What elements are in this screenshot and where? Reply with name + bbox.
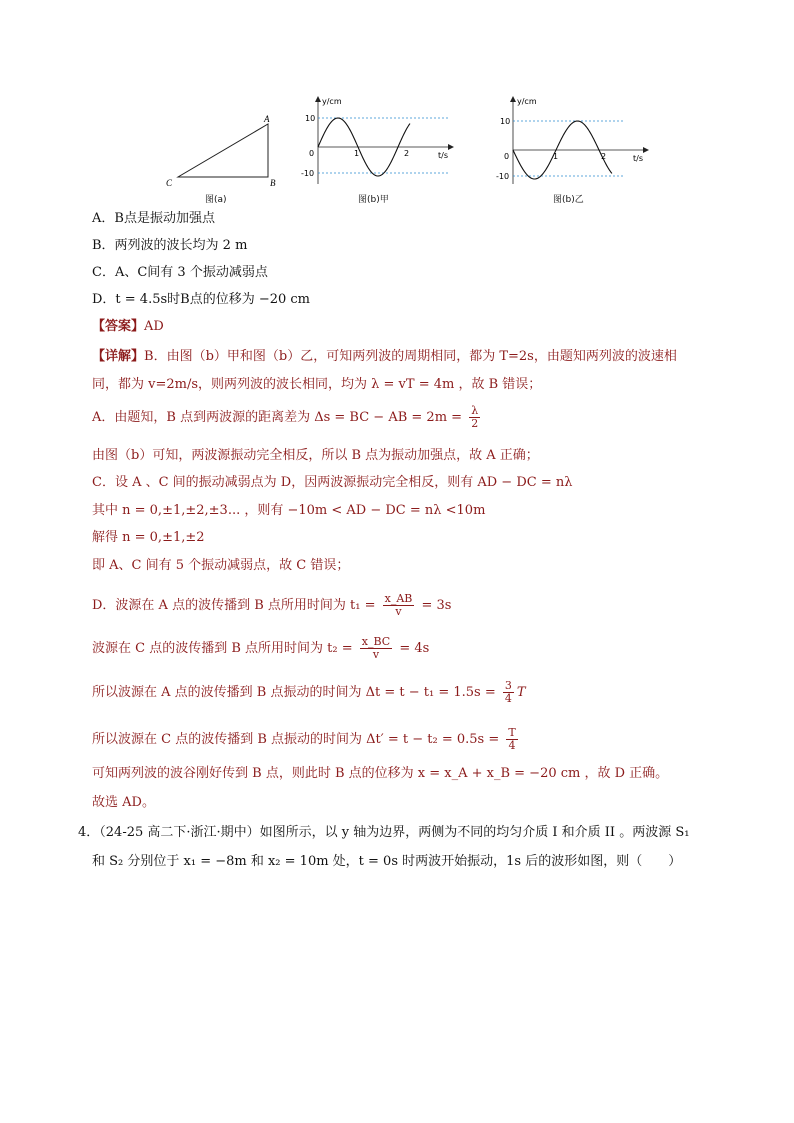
option-c[interactable]: C．A、C间有 3 个振动减弱点 [92, 265, 268, 280]
analysis-line-1 [92, 348, 677, 366]
figure-b-yi [493, 92, 653, 192]
x-tick-2: 2 [404, 149, 410, 158]
x-axis-label: t/s [633, 154, 643, 163]
x-tick-0: 0 [309, 149, 315, 158]
x-axis-label: t/s [438, 151, 448, 160]
x-tick-1: 1 [553, 152, 559, 161]
answer-label: 【答案】 [92, 319, 145, 334]
wave-chart-jia [298, 92, 458, 192]
analysis-line-3 [92, 405, 483, 430]
fraction-numerator: 3 [504, 679, 512, 692]
answer-value: AD [144, 319, 164, 334]
fraction-xab-over-v [383, 593, 415, 618]
fraction-denominator: v [395, 605, 402, 618]
wave-chart-yi [493, 92, 653, 192]
analysis-line-6: 其中 n = 0,±1,±2,±3... ，则有 −10m < AD − DC = nλ <10m [92, 503, 486, 518]
analysis-line-5: C．设 A 、C 间的振动减弱点为 D，因两波源振动完全相反，则有 AD − DC = nλ [92, 475, 573, 490]
fraction-lambda-over-2 [469, 405, 480, 430]
analysis-label: 【详解】 [92, 349, 145, 364]
fraction-numerator: λ [469, 405, 480, 418]
answer-line [92, 318, 164, 336]
label-A: A [264, 114, 270, 124]
fraction-denominator: v [372, 648, 380, 661]
caption-figure-b-jia: 图(b)甲 [358, 195, 389, 205]
analysis-text-11b: T [516, 685, 526, 700]
fraction-numerator: x_AB [384, 592, 413, 605]
option-b[interactable]: B．两列波的波长均为 2 m [92, 238, 248, 253]
y-tick-10: 10 [500, 117, 511, 126]
analysis-text-11a: 所以波源在 A 点的波传播到 B 点振动的时间为 Δt = t − t₁ = 1.5s = [92, 685, 496, 700]
analysis-line-7: 解得 n = 0,±1,±2 [92, 530, 205, 545]
option-d[interactable]: D．t = 4.5s时B点的位移为 −20 cm [92, 292, 311, 307]
analysis-line-11 [92, 680, 526, 705]
option-a[interactable]: A．B点是振动加强点 [92, 211, 215, 226]
analysis-line-9 [92, 593, 451, 618]
fraction-denominator: 4 [504, 692, 512, 705]
analysis-line-4: 由图（b）可知，两波源振动完全相反，所以 B 点为振动加强点，故 A 正确； [92, 448, 539, 463]
label-B: B [270, 178, 276, 188]
caption-figure-b-yi: 图(b)乙 [553, 195, 584, 205]
y-axis-label: y/cm [517, 97, 537, 106]
question-4-line-1: 4．（24-25 高二下·浙江·期中）如图所示，以 y 轴为边界，两侧为不同的均匀介质 I 和介质 II 。两波源 S₁ [78, 825, 690, 840]
y-tick-10: 10 [305, 114, 316, 123]
label-C: C [166, 178, 173, 188]
analysis-text-9b: = 3s [421, 598, 452, 613]
analysis-line-12 [92, 727, 521, 752]
figure-a [160, 112, 285, 190]
fraction-t-over-4 [506, 727, 517, 752]
x-tick-2: 2 [601, 152, 607, 161]
x-tick-0: 0 [504, 152, 510, 161]
triangle-diagram [160, 112, 285, 190]
question-4-line-2: 和 S₂ 分别位于 x₁ = −8m 和 x₂ = 10m 处，t = 0s 时两波开始振动，1s 后的波形如图，则（ ） [92, 854, 682, 869]
analysis-line-10 [92, 636, 429, 661]
analysis-text-12a: 所以波源在 C 点的波传播到 B 点振动的时间为 Δt′ = t − t₂ = 0.5s = [92, 732, 500, 747]
y-tick-neg10: -10 [301, 169, 315, 178]
fraction-denominator: 2 [471, 417, 479, 430]
analysis-text-10a: 波源在 C 点的波传播到 B 点所用时间为 t₂ = [92, 641, 353, 656]
fraction-denominator: 4 [508, 739, 516, 752]
fraction-xbc-over-v [360, 636, 392, 661]
analysis-line-14: 故选 AD。 [92, 795, 155, 810]
y-tick-neg10: -10 [496, 172, 510, 181]
analysis-line-8: 即 A、C 间有 5 个振动减弱点，故 C 错误； [92, 558, 350, 573]
analysis-text-1: B．由图（b）甲和图（b）乙，可知两列波的周期相同，都为 T=2s，由题知两列波的波速相 [144, 349, 677, 364]
analysis-text-9a: D．波源在 A 点的波传播到 B 点所用时间为 t₁ = [92, 598, 376, 613]
fraction-3-over-4 [503, 680, 514, 705]
fraction-numerator: x_BC [361, 635, 391, 648]
fraction-numerator: T [508, 726, 516, 739]
analysis-text-10b: = 4s [399, 641, 430, 656]
caption-figure-a: 图(a) [205, 195, 227, 205]
analysis-text-3: A．由题知，B 点到两波源的距离差为 Δs = BC − AB = 2m = [92, 410, 463, 425]
x-tick-1: 1 [354, 149, 360, 158]
figure-b-jia [298, 92, 458, 192]
analysis-line-13: 可知两列波的波谷刚好传到 B 点，则此时 B 点的位移为 x = x_A + x_B = −20 cm ，故 D 正确。 [92, 766, 669, 781]
y-axis-label: y/cm [322, 97, 342, 106]
analysis-line-2: 同，都为 v=2m/s，则两列波的波长相同，均为 λ = vT = 4m ，故 B 错误； [92, 377, 542, 392]
